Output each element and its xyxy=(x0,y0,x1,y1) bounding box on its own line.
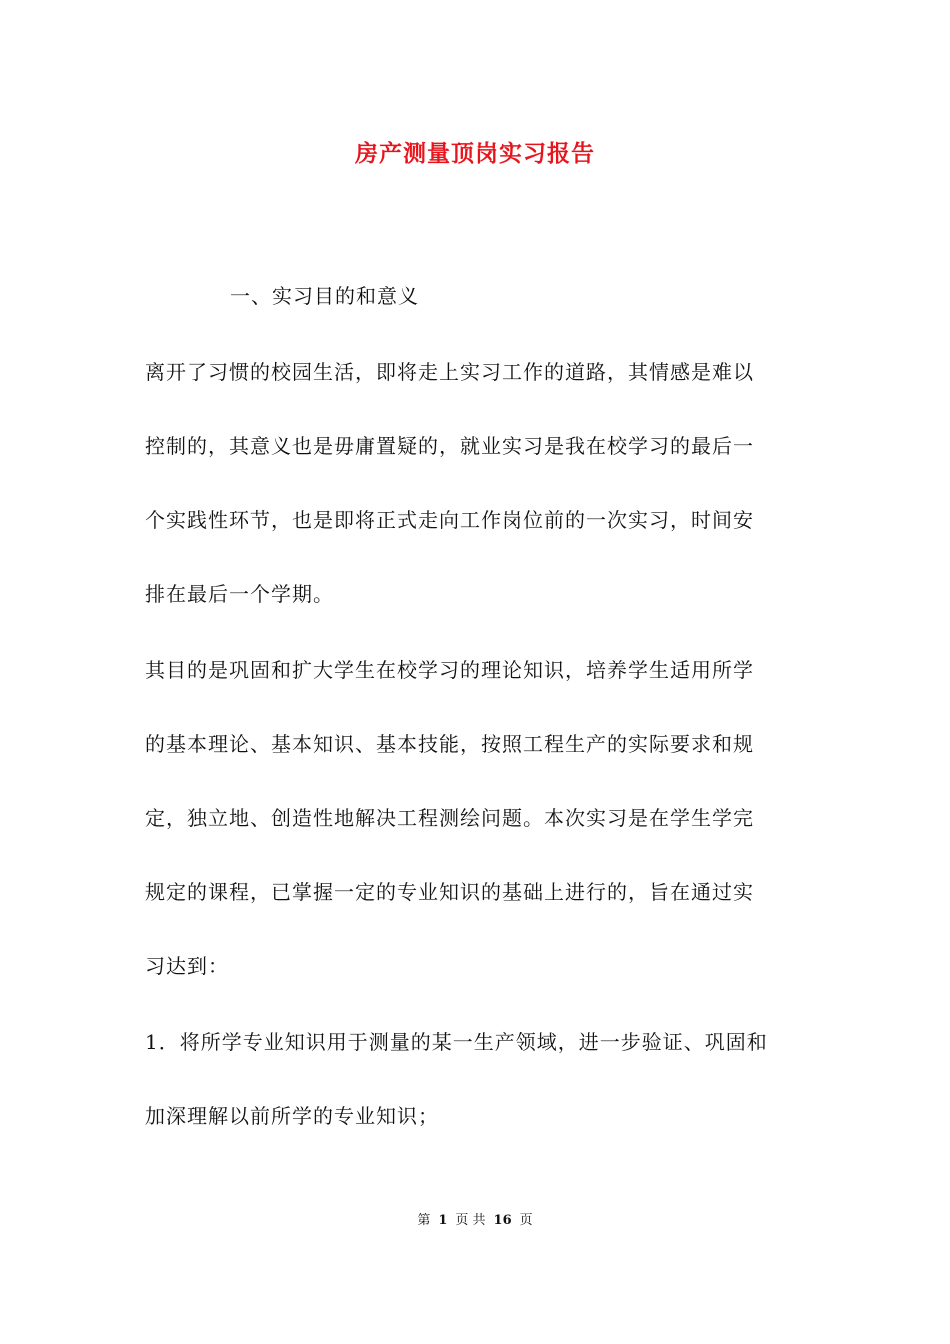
paragraph-line: 个实践性环节，也是即将正式走向工作岗位前的一次实习，时间安 xyxy=(145,508,754,532)
paragraph-line: 规定的课程，已掌握一定的专业知识的基础上进行的，旨在通过实 xyxy=(145,880,754,904)
total-pages-number: 16 xyxy=(493,1213,512,1228)
footer-middle: 页 共 xyxy=(455,1213,486,1228)
paragraph-line: 控制的，其意义也是毋庸置疑的，就业实习是我在校学习的最后一 xyxy=(145,434,754,458)
paragraph-line: 排在最后一个学期。 xyxy=(145,582,334,606)
paragraph-line: 离开了习惯的校园生活，即将走上实习工作的道路，其情感是难以 xyxy=(145,360,754,384)
document-title: 房产测量顶岗实习报告 xyxy=(355,140,595,167)
paragraph-line: 习达到： xyxy=(145,954,229,978)
paragraph-line: 其目的是巩固和扩大学生在校学习的理论知识，培养学生适用所学 xyxy=(145,658,754,682)
page-footer xyxy=(0,1209,950,1228)
list-item-line: 加深理解以前所学的专业知识； xyxy=(145,1104,439,1128)
list-item-line: 1．将所学专业知识用于测量的某一生产领域，进一步验证、巩固和 xyxy=(145,1030,768,1054)
footer-prefix: 第 xyxy=(417,1213,431,1228)
footer-suffix: 页 xyxy=(519,1213,533,1228)
section-heading: 一、实习目的和意义 xyxy=(230,284,419,308)
paragraph-line: 定，独立地、创造性地解决工程测绘问题。本次实习是在学生学完 xyxy=(145,806,754,830)
paragraph-line: 的基本理论、基本知识、基本技能，按照工程生产的实际要求和规 xyxy=(145,732,754,756)
current-page-number: 1 xyxy=(438,1213,448,1228)
